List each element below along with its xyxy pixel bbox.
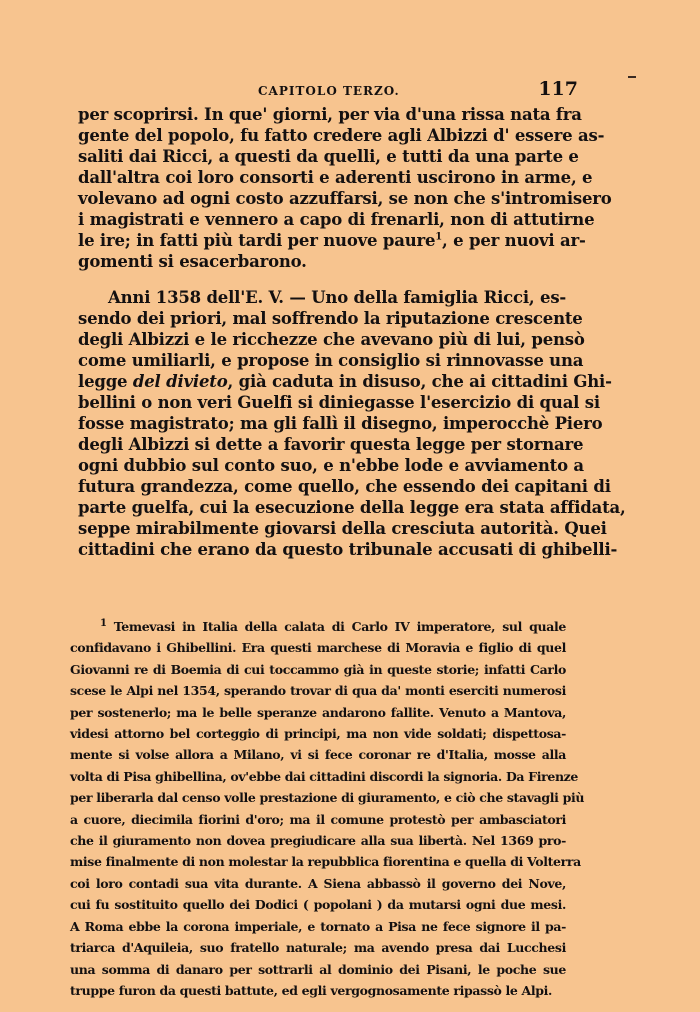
footnote-line: mente si volse allora a Milano, vi si fece coronar re d'Italia, mosse alla: [70, 747, 566, 763]
text-line: come umiliarli, e propose in consiglio si rinnovasse una: [78, 351, 584, 370]
footnote-line: confidavano i Ghibellini. Era questi marchese di Moravia e figlio di quel: [70, 640, 566, 656]
margin-mark: [628, 76, 636, 78]
main-text: [78, 104, 626, 560]
footnote-line: triarca d'Aquileia, suo fratello naturale; ma avendo presa dai Lucchesi: [70, 940, 566, 956]
running-head: CAPITOLO TERZO.: [258, 84, 400, 98]
footnote-line: che il giuramento non dovea pregiudicare alla sua libertà. Nel 1369 pro-: [70, 833, 566, 849]
text-line: [78, 371, 612, 392]
paragraph-2: [78, 287, 626, 560]
footnote-line: coi loro contadi sua vita durante. A Siena abbassò il governo dei Nove,: [70, 875, 566, 891]
italic-term: del divieto: [132, 372, 228, 391]
footnote-line: cui fu sostituito quello dei Dodici ( popolani ) da mutarsi ogni due mesi.: [70, 897, 566, 913]
footnote-line: a cuore, diecimila fiorini d'oro; ma il comune protestò per ambasciatori: [70, 811, 566, 827]
footnote-reference: 1: [435, 231, 443, 243]
text-fragment: Uno della famiglia Ricci, es-: [311, 288, 567, 307]
text-line: saliti dai Ricci, a questi da quelli, e tutti da una parte e: [78, 147, 579, 166]
text-line: cittadini che erano da questo tribunale accusati di ghibelli-: [78, 540, 618, 559]
footnote-line: mise finalmente di non molestar la repubblica fiorentina e quella di Volterra: [70, 854, 581, 870]
text-line: bellini o non veri Guelfi si diniegasse l'esercizio di qual si: [78, 393, 600, 412]
footnote-line: [70, 616, 566, 637]
text-line: seppe mirabilmente giovarsi della cresciuta autorità. Quei: [78, 519, 607, 538]
footnote-line: per sostenerlo; ma le belle speranze andarono fallite. Venuto a Mantova,: [70, 704, 566, 720]
text-line: volevano ad ogni costo azzuffarsi, se non che s'intromisero: [78, 189, 612, 208]
text-line: degli Albizzi e le ricchezze che avevano più di lui, pensò: [78, 330, 585, 349]
text-line: gente del popolo, fu fatto credere agli Albizzi d' essere as-: [78, 126, 605, 145]
text-line: [78, 287, 566, 308]
footnote-marker: 1: [100, 617, 107, 629]
text-line: [78, 230, 586, 251]
paragraph-gap: [78, 272, 566, 287]
text-line: fosse magistrato; ma gli fallì il disegno, imperocchè Piero: [78, 414, 603, 433]
footnote-line: per liberarla dal censo volle prestazione di giuramento, e ciò che stavagli più: [70, 790, 585, 806]
text-line: sendo dei priori, mal soffrendo la riputazione crescente: [78, 309, 583, 328]
page-number: 117: [538, 78, 578, 100]
text-line: i magistrati e vennero a capo di frenarli, non di attutirne: [78, 210, 595, 229]
text-line: gomenti si esacerbarono.: [78, 252, 307, 271]
footnote-line: una somma di danaro per sottrarli al dominio dei Pisani, le poche sue: [70, 961, 566, 977]
footnote: [70, 616, 585, 1001]
footnote-line: A Roma ebbe la corona imperiale, e tornato a Pisa ne fece signore il pa-: [70, 918, 566, 934]
text-line: per scoprirsi. In que' giorni, per via d'una rissa nata fra: [78, 105, 582, 124]
text-fragment: Temevasi in Italia della calata di Carlo IV imperatore, sul quale: [113, 619, 566, 634]
text-line: degli Albizzi si dette a favorir questa legge per stornare: [78, 435, 584, 454]
footnote-line: videsi attorno bel corteggio di principi, ma non vide soldati; dispettosa-: [70, 726, 566, 742]
text-line: ogni dubbio sul conto suo, e n'ebbe lode e avviamento a: [78, 456, 584, 475]
paragraph-1: [78, 104, 612, 272]
text-line: futura grandezza, come quello, che essendo dei capitani di: [78, 477, 611, 496]
text-fragment: le ire; in fatti più tardi per nuove paure: [78, 231, 436, 250]
text-line: parte guelfa, cui la esecuzione della legge era stata affidata,: [78, 498, 626, 517]
text-line: dall'altra coi loro consorti e aderenti uscirono in arme, e: [78, 168, 593, 187]
text-fragment: , e per nuovi ar-: [442, 231, 586, 250]
year-heading: Anni 1358 dell'E. V. —: [108, 288, 306, 307]
footnote-line: Giovanni re di Boemia di cui toccammo già in queste storie; infatti Carlo: [70, 661, 566, 677]
footnote-line: scese le Alpi nel 1354, sperando trovar di qua da' monti eserciti numerosi: [70, 683, 566, 699]
text-fragment: , già caduta in disuso, che ai cittadini Ghi-: [227, 372, 612, 391]
footnote-line: volta di Pisa ghibellina, ov'ebbe dai cittadini discordi la signoria. Da Firenze: [70, 768, 579, 784]
text-fragment: legge: [78, 372, 128, 391]
page-header: [78, 78, 578, 104]
footnote-line: truppe furon da questi battute, ed egli vergognosamente ripassò le Alpi.: [70, 982, 553, 998]
